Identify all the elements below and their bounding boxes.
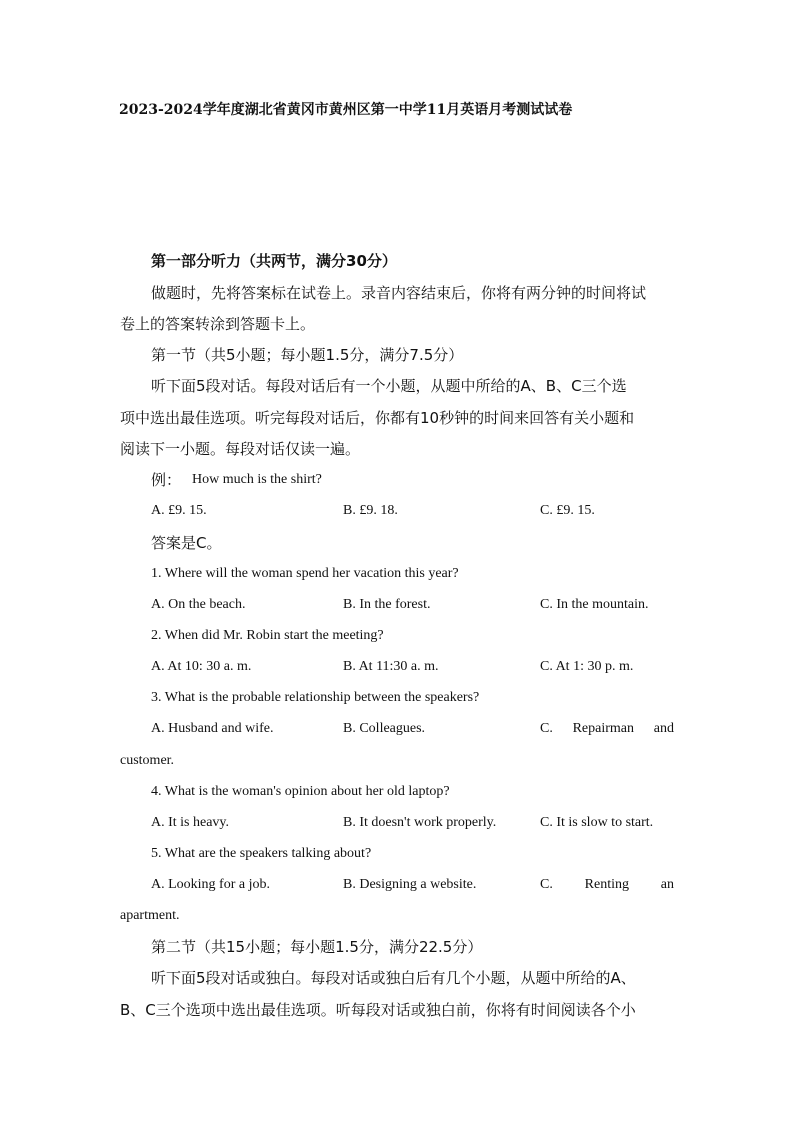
example-answer: 答案是C。 xyxy=(151,534,222,552)
question-3-option-c-letter: C. xyxy=(540,721,553,736)
example-option-c: C. £9. 15. xyxy=(540,503,595,518)
question-3-option-a: A. Husband and wife. xyxy=(151,721,274,736)
question-2-option-c: C. At 1: 30 p. m. xyxy=(540,659,634,674)
question-2-option-b: B. At 11:30 a. m. xyxy=(343,659,439,674)
part1-heading: 第一部分听力（共两节，满分30分） xyxy=(151,252,397,270)
question-5-option-c-word1: Renting xyxy=(584,877,629,892)
question-1-option-c: C. In the mountain. xyxy=(540,597,649,612)
section1-instr-line2: 项中选出最佳选项。听完每段对话后，你都有10秒钟的时间来回答有关小题和 xyxy=(120,409,635,427)
section1-heading: 第一节（共5小题；每小题1.5分，满分7.5分） xyxy=(151,346,464,364)
question-3: 3. What is the probable relationship between the speakers? xyxy=(151,690,480,705)
section2-instr-line2: B、C三个选项中选出最佳选项。听每段对话或独白前，你将有时间阅读各个小 xyxy=(120,1001,636,1019)
question-3-option-c-continued: customer. xyxy=(120,753,175,768)
question-5-option-c-letter: C. xyxy=(540,877,553,892)
question-5-option-a: A. Looking for a job. xyxy=(151,877,270,892)
question-5-option-c xyxy=(540,875,674,895)
question-5-option-c-continued: apartment. xyxy=(120,908,180,923)
question-4: 4. What is the woman's opinion about her old laptop? xyxy=(151,784,450,799)
question-4-option-a: A. It is heavy. xyxy=(151,815,230,830)
question-4-option-c: C. It is slow to start. xyxy=(540,815,654,830)
example-label: 例： xyxy=(151,471,182,489)
example-option-a: A. £9. 15. xyxy=(151,503,207,518)
question-2-option-a: A. At 10: 30 a. m. xyxy=(151,659,252,674)
question-5-option-c-word2: an xyxy=(660,877,674,892)
question-3-option-c xyxy=(540,719,674,739)
question-3-option-c-word1: Repairman xyxy=(572,721,635,736)
example-option-b: B. £9. 18. xyxy=(343,503,398,518)
section1-instr-line3: 阅读下一小题。每段对话仅读一遍。 xyxy=(120,440,361,458)
question-3-option-c-word2: and xyxy=(653,721,674,736)
question-3-option-b: B. Colleagues. xyxy=(343,721,426,736)
section2-heading: 第二节（共15小题；每小题1.5分，满分22.5分） xyxy=(151,938,483,956)
page-title: 2023-2024学年度湖北省黄冈市黄州区第一中学11月英语月考测试试卷 xyxy=(119,102,573,118)
part1-intro-line2: 卷上的答案转涂到答题卡上。 xyxy=(120,315,316,333)
section1-instr-line1: 听下面5段对话。每段对话后有一个小题，从题中所给的A、B、C三个选 xyxy=(151,377,627,395)
question-2: 2. When did Mr. Robin start the meeting? xyxy=(151,628,384,643)
question-1: 1. Where will the woman spend her vacation this year? xyxy=(151,566,459,581)
question-5: 5. What are the speakers talking about? xyxy=(151,846,372,861)
question-5-option-b: B. Designing a website. xyxy=(343,877,477,892)
question-1-option-a: A. On the beach. xyxy=(151,597,246,612)
section2-instr-line1: 听下面5段对话或独白。每段对话或独白后有几个小题，从题中所给的A、 xyxy=(151,969,636,987)
part1-intro-line1: 做题时，先将答案标在试卷上。录音内容结束后，你将有两分钟的时间将试 xyxy=(151,284,647,302)
question-4-option-b: B. It doesn't work properly. xyxy=(343,815,497,830)
question-1-option-b: B. In the forest. xyxy=(343,597,431,612)
example-question: How much is the shirt? xyxy=(192,472,322,487)
